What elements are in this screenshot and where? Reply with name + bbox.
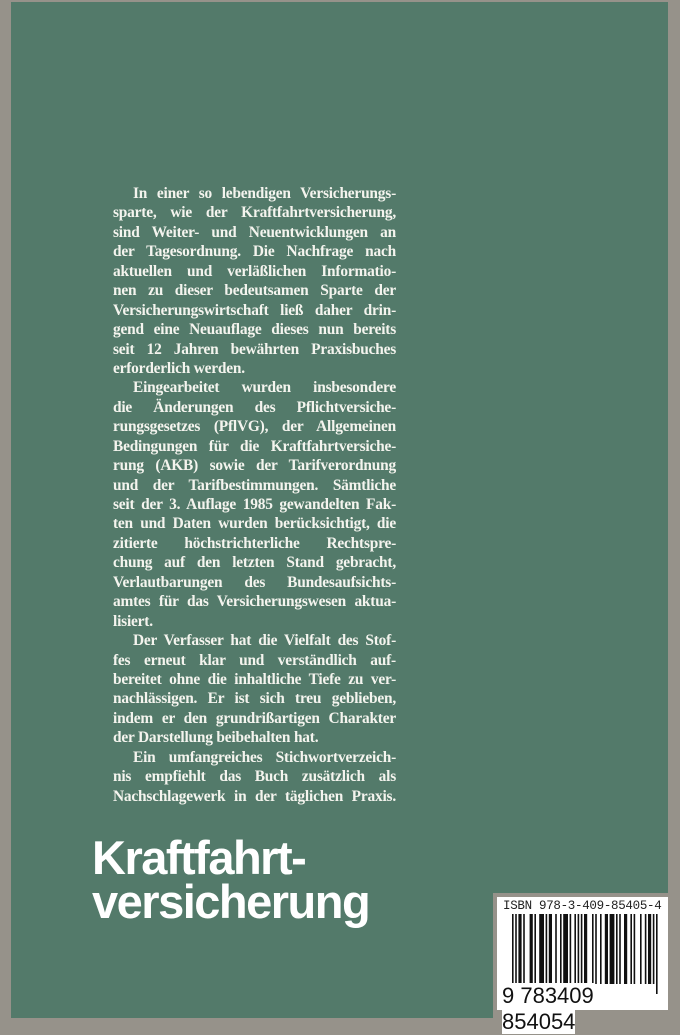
blurb-line: erforderlich werden.	[113, 359, 245, 377]
barcode-bar	[546, 914, 548, 984]
barcode-bar	[518, 914, 521, 984]
blurb-line: Bedingungen für die Kraftfahrtversiche-	[113, 437, 396, 455]
blurb-line: Der Verfasser hat die Vielfalt des Stof-	[133, 632, 396, 650]
barcode-bar	[570, 914, 572, 984]
blurb-line: und der Tarifbestimmungen. Sämtliche	[113, 476, 396, 494]
barcode-bar	[512, 914, 514, 994]
blurb-line: die Änderungen des Pflichtversiche-	[113, 398, 396, 416]
blurb-line: zitierte höchstrichterliche Rechtspre-	[113, 534, 396, 552]
title-line-1: Kraftfahrt-	[92, 831, 306, 884]
blurb-line: rungsgesetzes (PflVG), der Allgemeinen	[113, 418, 396, 436]
barcode-bar	[523, 914, 525, 984]
blurb-line: nachlässigen. Er ist sich treu geblieben,	[113, 690, 396, 708]
barcode-bar	[634, 914, 636, 984]
barcode-bar	[610, 914, 615, 984]
barcode-bar	[581, 914, 583, 994]
blurb-line: Ein umfangreiches Stichwortverzeich-	[133, 748, 396, 766]
barcode-bar	[648, 914, 651, 984]
blurb-line: aktuellen und verläßlichen Informatio-	[113, 262, 396, 280]
barcode-bars	[512, 914, 662, 994]
barcode-bar	[600, 914, 602, 984]
barcode-bar	[624, 914, 627, 984]
barcode-bar	[653, 914, 655, 984]
barcode-bar	[645, 914, 647, 984]
barcode-bar	[630, 914, 632, 984]
blurb-line: Verlautbarungen des Bundesaufsichts-	[113, 573, 396, 591]
book-title	[92, 831, 370, 928]
barcode-bar	[563, 914, 568, 984]
blurb-line: nen zu dieser bedeutsamen Sparte der	[113, 282, 396, 300]
blurb-line: Nachschlagewerk in der täglichen Praxis.	[113, 787, 396, 805]
barcode-digits: 9 783409 854054	[502, 983, 594, 1034]
blurb-line: der Tagesordnung. Die Nachfrage nach	[113, 243, 396, 261]
barcode-bar	[560, 914, 562, 984]
barcode-bar	[595, 914, 597, 984]
barcode-bar	[656, 914, 658, 994]
blurb-line: bereitet ohne die inhaltliche Tiefe zu ver-	[113, 670, 396, 688]
blurb-line: seit der 3. Auflage 1985 gewandelten Fak-	[113, 496, 396, 513]
barcode-bar	[619, 914, 621, 984]
blurb-line: gend eine Neuauflage dieses nun bereits	[113, 321, 396, 339]
blurb-line: amtes für das Versicherungswesen aktua-	[113, 593, 396, 611]
barcode-bar	[584, 914, 587, 994]
barcode-bar	[592, 914, 594, 984]
blurb-line: Eingearbeitet wurden insbesondere	[133, 379, 396, 397]
isbn-label: ISBN 978-3-409-85405-4	[503, 899, 662, 913]
blurb-line: seit 12 Jahren bewährten Praxisbuches	[113, 340, 396, 358]
barcode-bar	[574, 914, 576, 984]
barcode-bar	[605, 914, 608, 984]
blurb-line: ten und Daten wurden berücksichtigt, die	[113, 515, 396, 533]
blurb-line: der Darstellung beibehalten hat.	[113, 729, 319, 747]
barcode	[497, 897, 668, 1034]
blurb-line: indem er den grundrißartigen Charakter	[113, 709, 396, 727]
barcode-bar	[640, 914, 642, 984]
barcode-bar	[530, 914, 533, 984]
blurb-line: In einer so lebendigen Versicherungs-	[133, 185, 396, 202]
blurb-line: Versicherungswirtschaft ließ daher drin-	[113, 301, 396, 319]
blurb-line: fes erneut klar und verständlich auf-	[113, 651, 396, 669]
barcode-bar	[534, 914, 536, 984]
blurb-line: nis empfiehlt das Buch zusätzlich als	[113, 768, 396, 786]
blurb-line: lisiert.	[113, 612, 153, 630]
barcode-bar	[555, 914, 557, 984]
barcode-bar	[539, 914, 544, 984]
blurb-line: rung (AKB) sowie der Tarifverordnung	[113, 457, 396, 475]
blurb-line: sind Weiter- und Neuentwicklungen an	[113, 223, 396, 241]
blurb-text	[113, 184, 396, 806]
title-line-2: versicherung	[92, 875, 370, 928]
barcode-bar	[616, 914, 618, 984]
blurb-line: sparte, wie der Kraftfahrtversicherung,	[113, 204, 396, 222]
barcode-bar	[549, 914, 552, 984]
blurb-line: chung auf den letzten Stand gebracht,	[113, 554, 396, 572]
barcode-bar	[515, 914, 517, 994]
barcode-bar	[578, 914, 580, 984]
